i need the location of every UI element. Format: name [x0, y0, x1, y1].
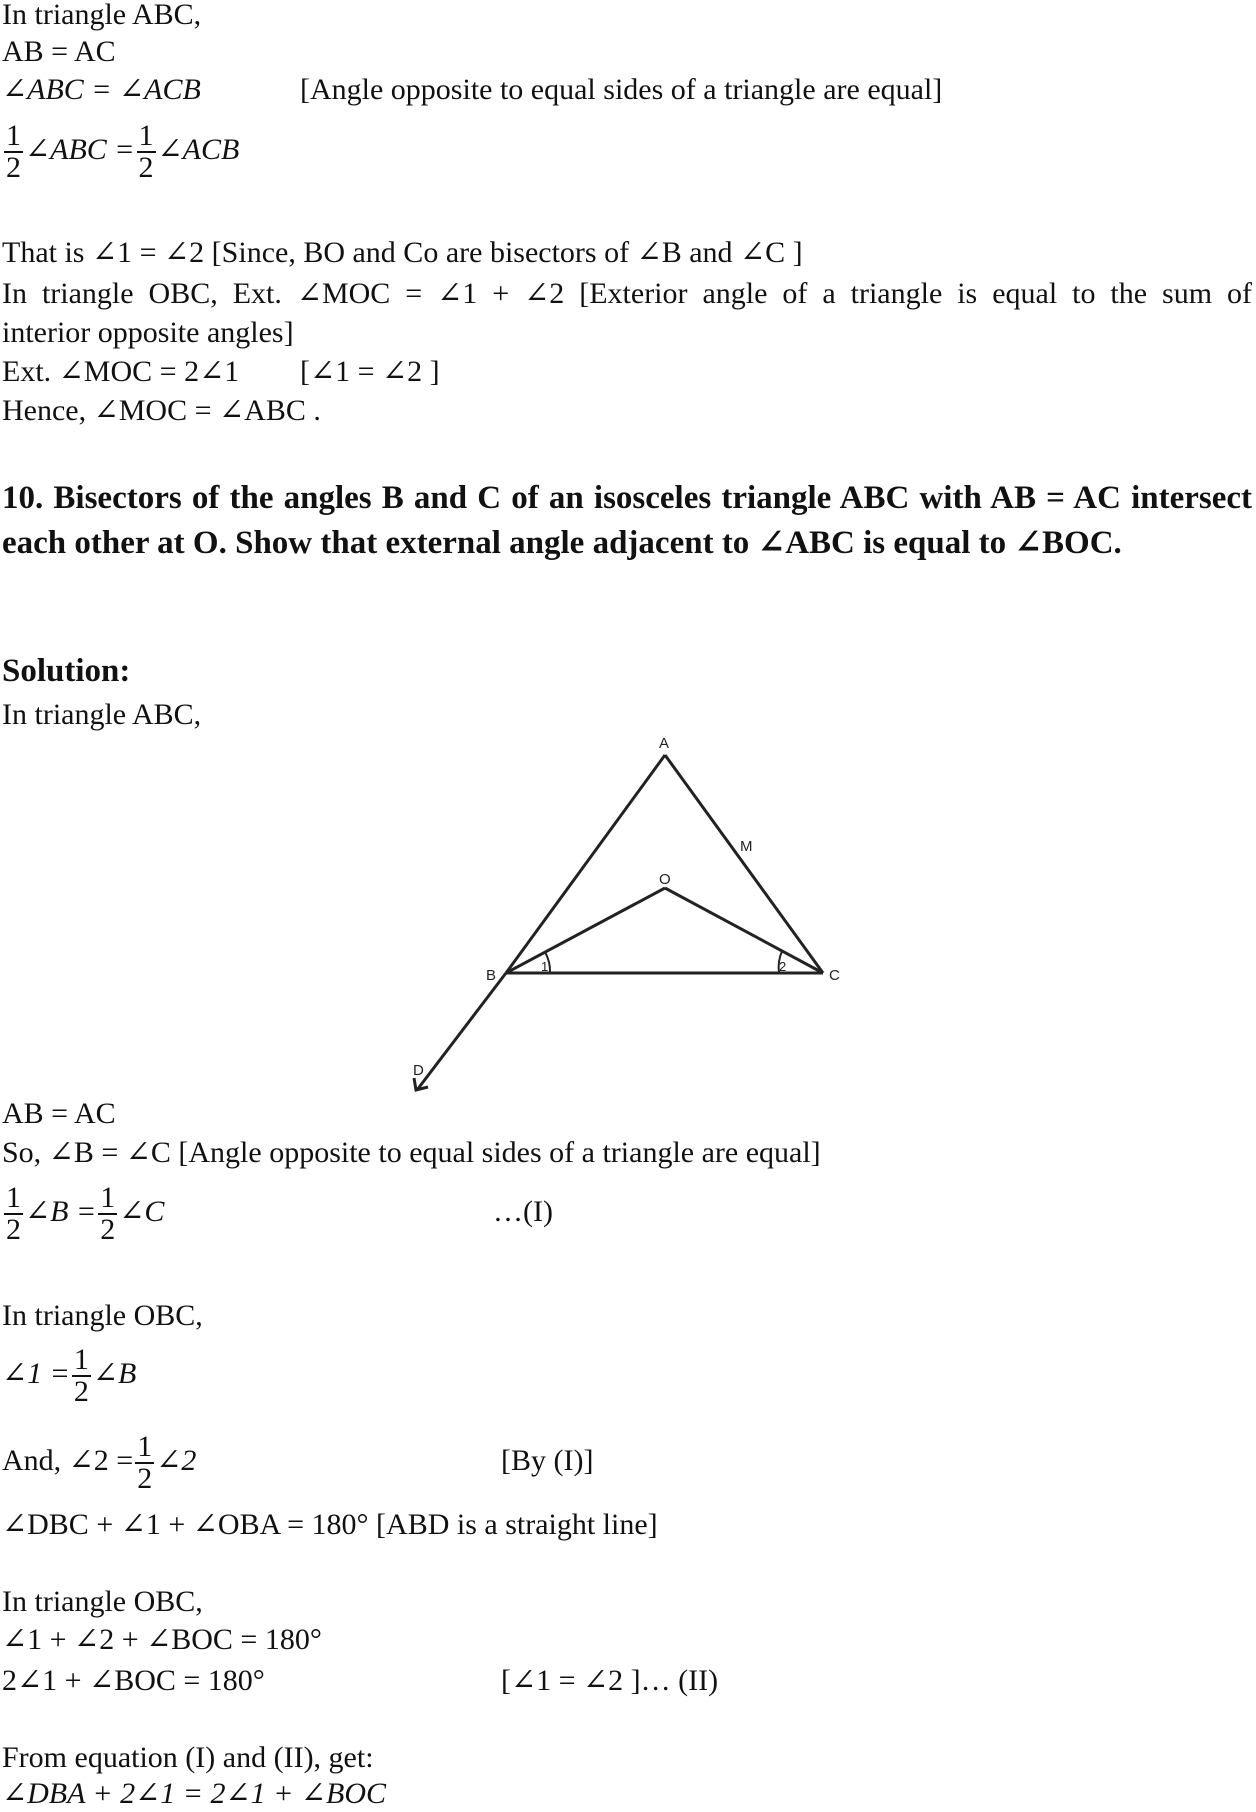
numerator: 1	[6, 119, 21, 153]
label-a: A	[659, 735, 670, 752]
denominator: 2	[100, 1213, 116, 1247]
text-line: In triangle ABC,	[2, 698, 202, 731]
text-line: Hence, ∠MOC = ∠ABC .	[2, 394, 321, 427]
text-line: In triangle OBC,	[2, 1299, 203, 1332]
text-line: In triangle OBC, Ext. ∠MOC = ∠1 + ∠2 [Exterior angle of a triangle is equal to the sum of	[2, 277, 1252, 310]
reason: [∠1 = ∠2 ]	[300, 355, 440, 388]
eq-part: ∠B =	[25, 1195, 97, 1228]
label-o: O	[659, 871, 671, 888]
equation: 2∠1 + ∠BOC = 180°	[2, 1664, 265, 1697]
reason: [By (I)]	[501, 1444, 594, 1477]
text-line: In triangle ABC,	[2, 0, 202, 31]
equation-ref: …(I)	[493, 1195, 553, 1228]
text-line: interior opposite angles]	[2, 316, 294, 349]
equation: ∠DBC + ∠1 + ∠OBA = 180° [ABD is a straight line]	[2, 1508, 658, 1541]
text-line: That is ∠1 = ∠2 [Since, BO and Co are bisectors of ∠B and ∠C ]	[2, 236, 803, 269]
text-line: From equation (I) and (II), get:	[2, 1741, 374, 1774]
equation	[2, 1342, 136, 1407]
eq-part: And, ∠2 =	[2, 1444, 134, 1477]
eq-part: ∠C	[119, 1195, 165, 1228]
numerator: 1	[73, 1343, 89, 1377]
eq-part: ∠2	[156, 1444, 197, 1477]
text-line: AB = AC	[2, 35, 116, 68]
numerator: 1	[138, 119, 154, 153]
reason: [∠1 = ∠2 ]… (II)	[501, 1664, 719, 1697]
equation: Ext. ∠MOC = 2∠1	[2, 355, 240, 388]
label-c: C	[829, 967, 840, 984]
label-m: M	[740, 838, 753, 855]
denominator: 2	[73, 1375, 89, 1409]
bisector-bo	[506, 888, 665, 973]
numerator: 1	[137, 1430, 153, 1464]
eq-part: ∠ABC =	[25, 133, 135, 166]
side-ac	[665, 755, 823, 973]
text-line: In triangle OBC,	[2, 1585, 203, 1618]
label-d: D	[413, 1062, 424, 1079]
denominator: 2	[6, 1213, 21, 1247]
denominator: 2	[6, 151, 21, 185]
text-line: So, ∠B = ∠C [Angle opposite to equal sides of a triangle are equal]	[2, 1136, 821, 1169]
equation	[2, 1429, 196, 1494]
numerator: 1	[100, 1181, 116, 1215]
denominator: 2	[137, 1462, 153, 1496]
equation: ∠1 + ∠2 + ∠BOC = 180°	[2, 1623, 322, 1656]
numerator: 1	[6, 1181, 21, 1215]
question-heading: 10. Bisectors of the angles B and C of an isosceles triangle ABC with AB = AC intersect each other at O. Show that external angle adjacent to ∠ABC is equal to ∠BOC.	[2, 480, 1252, 561]
equation: ∠DBA + 2∠1 = 2∠1 + ∠BOC	[2, 1777, 387, 1810]
eq-part: ∠1 =	[2, 1357, 70, 1390]
ray-bd	[417, 973, 506, 1090]
label-angle-2: 2	[779, 959, 787, 974]
equation	[2, 1180, 164, 1245]
denominator: 2	[138, 151, 154, 185]
reason: [Angle opposite to equal sides of a triangle are equal]	[300, 73, 943, 106]
label-b: B	[486, 967, 497, 984]
label-angle-1: 1	[541, 959, 549, 974]
eq-part: ∠ACB	[157, 133, 240, 166]
solution-heading: Solution:	[2, 653, 131, 689]
text-line: AB = AC	[2, 1097, 116, 1130]
bisector-co	[665, 888, 823, 973]
side-ab	[506, 755, 665, 973]
eq-part: ∠B	[92, 1357, 137, 1390]
equation: ∠ABC = ∠ACB	[2, 73, 201, 106]
